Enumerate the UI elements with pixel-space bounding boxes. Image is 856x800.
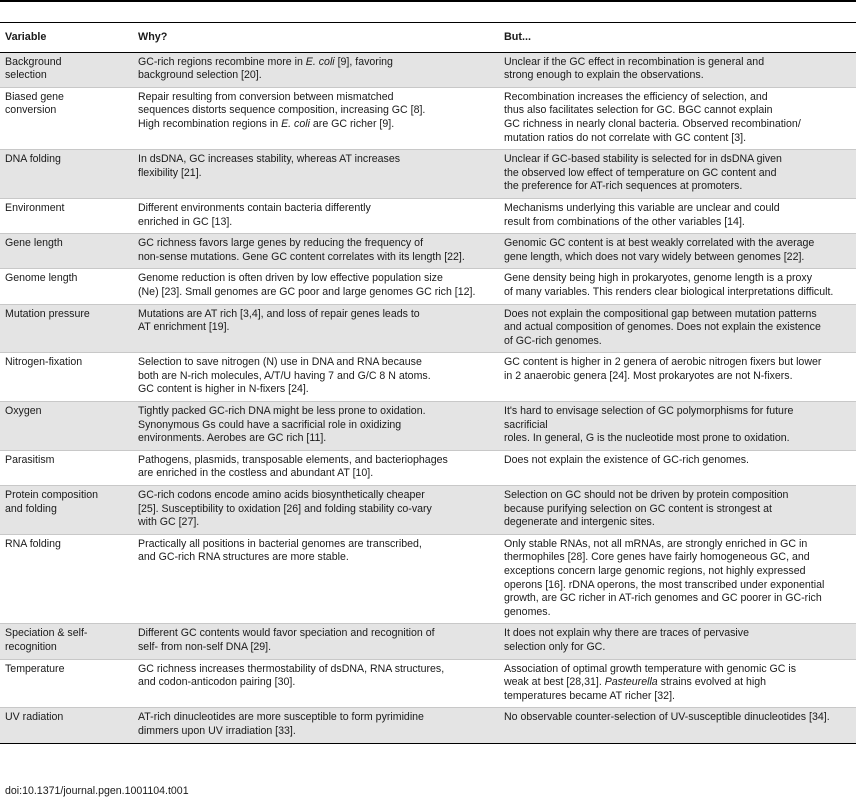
- cell-but: [499, 234, 856, 269]
- cell-but-text: Only stable RNAs, not all mRNAs, are strongly enriched in GC in thermophiles [28]. Core genes have fairly homogeneous GC, and exceptions concern large genomic regions, not highly expressed operons [16]. rDNA operons, the most transcribed under exponential growth, are GC richer in AT-rich genomes and GC poorer in GC-rich genomes.: [504, 537, 825, 618]
- cell-variable-text: Gene length: [5, 237, 63, 250]
- cell-variable-text: Oxygen: [5, 405, 42, 418]
- cell-but-text: No observable counter-selection of UV-susceptible dinucleotides [34].: [504, 711, 830, 724]
- cell-variable-text: RNA folding: [5, 537, 61, 550]
- cell-why-text: Practically all positions in bacterial genomes are transcribed, and GC-rich RNA structures are more stable.: [138, 537, 422, 564]
- table-row: [0, 708, 856, 743]
- cell-why: [133, 624, 499, 659]
- cell-but: [499, 198, 856, 233]
- cell-why: [133, 353, 499, 402]
- cell-but-text: Does not explain the compositional gap between mutation patterns and actual composition of genomes. Does not explain the existence of GC-rich genomes.: [504, 307, 821, 347]
- cell-why-text: GC-rich regions recombine more in E. coli [9], favoring background selection [20].: [138, 55, 393, 82]
- cell-but: [499, 402, 856, 451]
- cell-why: [133, 659, 499, 708]
- cell-but: [499, 486, 856, 535]
- table-row: [0, 353, 856, 402]
- table-row: [0, 52, 856, 87]
- cell-why: [133, 708, 499, 743]
- cell-variable-text: Nitrogen-fixation: [5, 356, 83, 369]
- cell-variable: [0, 234, 133, 269]
- cell-why-text: Pathogens, plasmids, transposable elements, and bacteriophages are enriched in the costless and abundant AT [10].: [138, 453, 448, 480]
- cell-variable-text: Biased gene conversion: [5, 90, 64, 117]
- cell-variable: [0, 304, 133, 353]
- table-row: [0, 534, 856, 624]
- cell-variable-text: Parasitism: [5, 453, 55, 466]
- cell-but-text: Selection on GC should not be driven by protein composition because purifying selection on GC content is strongest at degenerate and intergenic sites.: [504, 489, 789, 529]
- cell-why-text: Genome reduction is often driven by low effective population size (Ne) [23]. Small genomes are GC poor and large genomes GC rich [12].: [138, 272, 476, 298]
- header-but: But...: [504, 31, 531, 43]
- table-row: [0, 198, 856, 233]
- cell-variable-text: Protein composition and folding: [5, 489, 99, 515]
- cell-why-text: GC richness increases thermostability of dsDNA, RNA structures, and codon-anticodon pairing [30].: [138, 662, 445, 689]
- cell-variable: [0, 534, 133, 624]
- cell-why: [133, 486, 499, 535]
- cell-why: [133, 52, 499, 87]
- cell-why-text: GC richness favors large genes by reducing the frequency of non-sense mutations. Gene GC content correlates with its length [22].: [138, 237, 465, 263]
- cell-but: [499, 534, 856, 624]
- cell-why: [133, 269, 499, 304]
- table-row: [0, 150, 856, 199]
- cell-but: [499, 659, 856, 708]
- cell-why-text: GC-rich codons encode amino acids biosynthetically cheaper [25]. Susceptibility to oxidation [26] and folding stability co-vary with GC [27].: [138, 489, 432, 529]
- cell-variable-text: DNA folding: [5, 153, 61, 166]
- cell-but: [499, 353, 856, 402]
- table-body: [0, 52, 856, 743]
- cell-variable-text: Background selection: [5, 55, 62, 82]
- cell-but: [499, 269, 856, 304]
- cell-why-text: Mutations are AT rich [3,4], and loss of repair genes leads to AT enrichment [19].: [138, 307, 420, 334]
- cell-but: [499, 304, 856, 353]
- cell-variable: [0, 659, 133, 708]
- cell-variable: [0, 624, 133, 659]
- table-row: [0, 486, 856, 535]
- cell-variable-text: Temperature: [5, 662, 65, 675]
- cell-but: [499, 150, 856, 199]
- cell-why: [133, 234, 499, 269]
- cell-but-text: It does not explain why there are traces of pervasive selection only for GC.: [504, 627, 749, 653]
- cell-variable: [0, 450, 133, 485]
- cell-variable: [0, 708, 133, 743]
- cell-but: [499, 450, 856, 485]
- table-row: [0, 234, 856, 269]
- cell-why-text: Tightly packed GC-rich DNA might be less prone to oxidation. Synonymous Gs could have a sacrificial role in oxidizing environments. Aerobes are GC rich [11].: [138, 405, 426, 445]
- cell-but: [499, 708, 856, 743]
- cell-variable-text: UV radiation: [5, 711, 64, 724]
- cell-why-text: Repair resulting from conversion between mismatched sequences distorts sequence composition, increasing GC [8]. High recombination regions in E. coli are GC richer [9].: [138, 90, 426, 130]
- table-row: [0, 269, 856, 304]
- cell-why-text: Different environments contain bacteria differently enriched in GC [13].: [138, 201, 371, 228]
- cell-but-text: Gene density being high in prokaryotes, genome length is a proxy of many variables. This renders clear biological interpretations difficult.: [504, 272, 834, 298]
- cell-variable: [0, 87, 133, 149]
- cell-variable: [0, 269, 133, 304]
- header-why: Why?: [138, 31, 168, 43]
- cell-why: [133, 87, 499, 149]
- doi-caption: doi:10.1371/journal.pgen.1001104.t001: [5, 785, 189, 797]
- cell-why-text: In dsDNA, GC increases stability, whereas AT increases flexibility [21].: [138, 153, 401, 179]
- cell-but-text: Association of optimal growth temperature with genomic GC is weak at best [28,31]. Pasteurella strains evolved at high temperatures became AT richer [32].: [504, 662, 797, 702]
- cell-variable-text: Genome length: [5, 272, 78, 285]
- table-header-row: [0, 23, 856, 53]
- cell-why: [133, 304, 499, 353]
- table-top-rule: [0, 0, 856, 2]
- cell-variable-text: Speciation & self- recognition: [5, 627, 88, 653]
- cell-variable-text: Environment: [5, 201, 65, 214]
- table-row: [0, 450, 856, 485]
- cell-but-text: Recombination increases the efficiency of selection, and thus also facilitates selection for GC. BGC cannot explain GC richness in nearly clonal bacteria. Observed recombination/ mutation ratios do not correlate with GC content [3].: [504, 90, 801, 144]
- cell-why: [133, 198, 499, 233]
- table-row: [0, 624, 856, 659]
- table-row: [0, 87, 856, 149]
- cell-variable-text: Mutation pressure: [5, 307, 90, 320]
- cell-but-text: Mechanisms underlying this variable are unclear and could result from combinations of the other variables [14].: [504, 201, 780, 228]
- cell-but: [499, 52, 856, 87]
- cell-but-text: It's hard to envisage selection of GC polymorphisms for future sacrificial roles. In general, G is the nucleotide most prone to oxidation.: [504, 405, 794, 445]
- table-row: [0, 304, 856, 353]
- cell-but: [499, 624, 856, 659]
- cell-why-text: AT-rich dinucleotides are more susceptible to form pyrimidine dimmers upon UV irradiation [33].: [138, 711, 424, 737]
- cell-variable: [0, 486, 133, 535]
- cell-but-text: Unclear if the GC effect in recombination is general and strong enough to explain the observations.: [504, 55, 765, 82]
- cell-but-text: Genomic GC content is at best weakly correlated with the average gene length, which does not vary widely between genomes [22].: [504, 237, 815, 263]
- cell-why-text: Different GC contents would favor speciation and recognition of self- from non-self DNA [29].: [138, 627, 435, 653]
- cell-variable: [0, 52, 133, 87]
- cell-but-text: GC content is higher in 2 genera of aerobic nitrogen fixers but lower in 2 anaerobic genera [24]. Most prokaryotes are not N-fixers.: [504, 356, 822, 382]
- cell-but-text: Unclear if GC-based stability is selected for in dsDNA given the observed low effect of temperature on GC content and the preference for AT-rich sequences at promoters.: [504, 153, 782, 193]
- cell-variable: [0, 150, 133, 199]
- cell-but-text: Does not explain the existence of GC-rich genomes.: [504, 453, 749, 466]
- table-row: [0, 659, 856, 708]
- cell-why: [133, 534, 499, 624]
- cell-why: [133, 450, 499, 485]
- header-variable: Variable: [5, 31, 47, 43]
- cell-why: [133, 150, 499, 199]
- cell-why: [133, 402, 499, 451]
- gc-content-hypotheses-table: [0, 22, 856, 744]
- cell-variable: [0, 198, 133, 233]
- table-row: [0, 402, 856, 451]
- cell-why-text: Selection to save nitrogen (N) use in DNA and RNA because both are N-rich molecules, A/T/U having 7 and G/C 8 N atoms. GC content is higher in N-fixers [24].: [138, 356, 431, 396]
- cell-variable: [0, 353, 133, 402]
- cell-but: [499, 87, 856, 149]
- cell-variable: [0, 402, 133, 451]
